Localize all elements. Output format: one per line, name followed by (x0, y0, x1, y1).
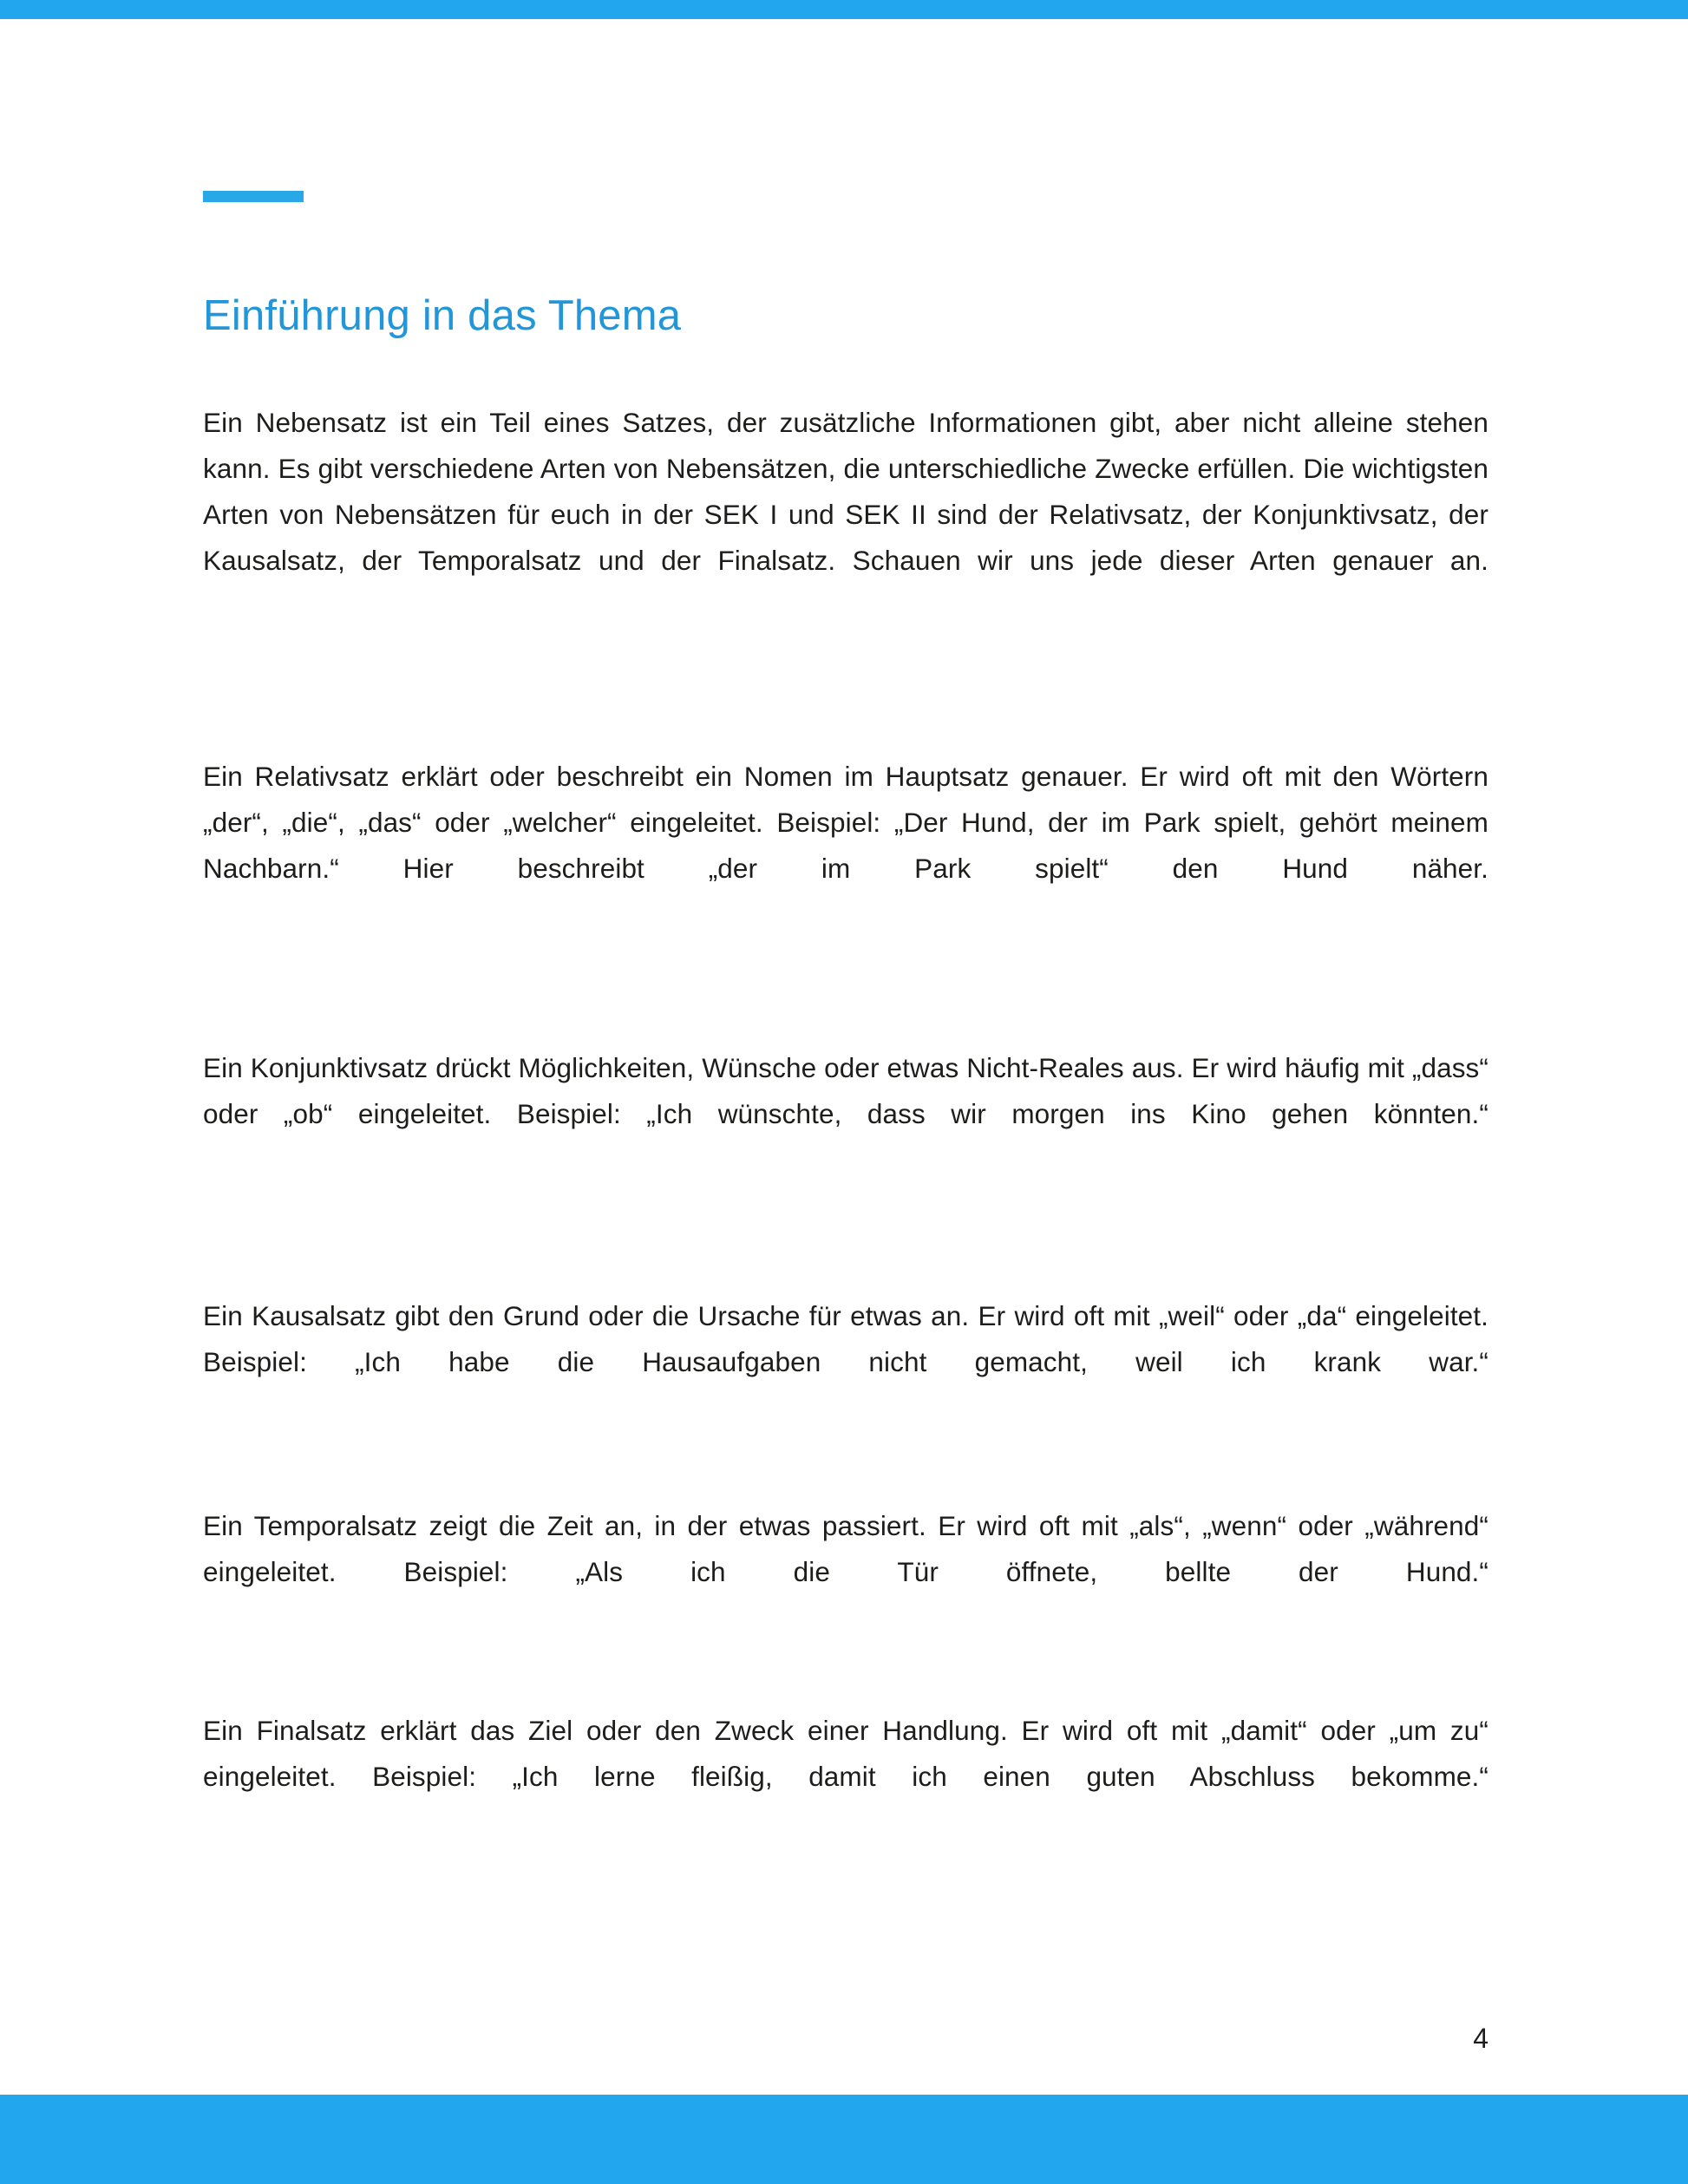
page-title: Einführung in das Thema (203, 292, 682, 339)
paragraph-relativsatz: Ein Relativsatz erklärt oder beschreibt ein Nomen im Hauptsatz genauer. Er wird oft mit den Wörtern „der“, „die“, „das“ oder „welcher“ eingeleitet. Beispiel: „Der Hund, der im Park spielt, gehört meinem Nachbarn.“ Hier beschreibt „der im Park spielt“ den Hund näher. (203, 761, 1488, 884)
paragraph-intro: Ein Nebensatz ist ein Teil eines Satzes, der zusätzliche Informationen gibt, aber nicht alleine stehen kann. Es gibt verschiedene Arten von Nebensätzen, die unterschiedliche Zwecke erfüllen. Die wichtigsten Arten von Nebensätzen für euch in der SEK I und SEK II sind der Relativsatz, der Konjunktivsatz, der Kausalsatz, der Temporalsatz und der Finalsatz. Schauen wir uns jede dieser Arten genauer an. (203, 407, 1488, 576)
bottom-brand-bar (0, 2095, 1688, 2184)
paragraph-konjunktivsatz: Ein Konjunktivsatz drückt Möglichkeiten, Wünsche oder etwas Nicht-Reales aus. Er wird häufig mit „dass“ oder „ob“ eingeleitet. Beispiel: „Ich wünschte, dass wir morgen ins Kino gehen könnten.“ (203, 1052, 1488, 1129)
paragraph-kausalsatz: Ein Kausalsatz gibt den Grund oder die Ursache für etwas an. Er wird oft mit „weil“ oder „da“ eingeleitet. Beispiel: „Ich habe die Hausaufgaben nicht gemacht, weil ich krank war.“ (203, 1300, 1488, 1377)
top-brand-bar (0, 0, 1688, 19)
page-number: 4 (1473, 2023, 1488, 2054)
paragraph-temporalsatz: Ein Temporalsatz zeigt die Zeit an, in der etwas passiert. Er wird oft mit „als“, „wenn“ oder „während“ eingeleitet. Beispiel: „Als ich die Tür öffnete, bellte der Hund.“ (203, 1510, 1488, 1587)
heading-accent-rule (203, 191, 304, 202)
paragraph-finalsatz: Ein Finalsatz erklärt das Ziel oder den Zweck einer Handlung. Er wird oft mit „damit“ oder „um zu“ eingeleitet. Beispiel: „Ich lerne fleißig, damit ich einen guten Abschluss bekomme.“ (203, 1715, 1488, 1792)
